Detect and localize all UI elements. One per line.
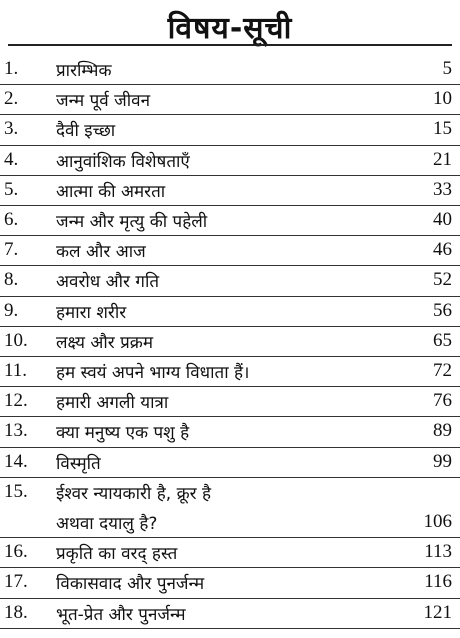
entry-number: 8. [4,269,19,291]
entry-number: 1. [4,58,19,79]
entry-page-number: 72 [433,360,452,381]
entry-number: 6. [4,209,19,230]
title-divider [8,44,452,46]
entry-page-number: 56 [433,299,452,321]
entry-page-number: 99 [433,450,452,472]
entry-title: कल और आज [56,242,146,263]
entry-title: अवरोध और गति [56,272,160,293]
entry-number: 4. [4,148,19,170]
toc-entry [0,356,460,387]
entry-title: आत्मा की अमरता [56,181,166,202]
entry-number: 16. [4,541,28,563]
entry-number: 14. [4,450,28,472]
toc-entry [0,326,460,357]
entry-page-number: 15 [433,118,452,140]
toc-entry [0,54,460,85]
entry-title: क्या मनुष्य एक पशु है [56,423,190,444]
toc-entry [0,235,460,266]
entry-page-number: 116 [424,571,452,593]
entry-title: हम स्वयं अपने भाग्य विधाता हैं। [56,363,250,383]
entry-page-number: 10 [433,88,452,110]
entry-number: 9. [4,299,19,321]
toc-entry [0,114,460,145]
entry-title: विस्मृति [56,453,101,474]
toc-entry [0,567,460,598]
entry-page-number: 21 [433,148,452,170]
entry-page-number: 76 [433,390,452,412]
entry-page-number: 40 [433,209,452,230]
page-title: विषय-सूची [167,11,293,46]
entry-title: हमारा शरीर [56,302,127,323]
entry-title: विकासवाद और पुनर्जन्म [56,574,205,595]
entry-number: 3. [4,118,19,140]
toc-entry [0,416,460,447]
entry-number: 13. [4,420,28,442]
entry-number: 15. [4,480,28,502]
toc-entry [0,205,460,236]
toc-entry [0,477,460,538]
entry-title: ईश्वर न्यायकारी है, क्रूर है [56,483,212,504]
entry-title: दैवी इच्छा [56,121,116,142]
entry-page-number: 33 [433,178,452,200]
entry-title: जन्म और मृत्यु की पहेली [56,212,208,232]
toc-entry [0,175,460,206]
entry-page-number: 5 [442,58,452,79]
entry-title: लक्ष्य और प्रक्रम [56,332,153,353]
toc-entry [0,537,460,568]
toc-entry [0,145,460,176]
entry-number: 18. [4,601,28,623]
toc-entry [0,386,460,417]
entry-page-number: 121 [423,601,452,623]
entry-title: प्रकृति का वरद् हस्त [56,544,178,565]
entry-page-number: 46 [433,239,452,261]
toc-entry [0,447,460,478]
entry-number: 2. [4,88,19,110]
entry-number: 12. [4,390,28,412]
entry-page-number: 52 [433,269,452,291]
entry-page-number: 106 [423,510,452,532]
toc-entry [0,84,460,115]
entry-number: 5. [4,178,19,200]
entry-title: आनुवांशिक विशेषताएँ [56,151,190,172]
entry-title: भूत-प्रेत और पुनर्जन्म [56,604,186,625]
entry-number: 7. [4,239,19,261]
entry-title: अथवा दयालु है? [56,513,158,534]
entry-page-number: 113 [424,541,452,563]
toc-entry [0,265,460,296]
entry-title: हमारी अगली यात्रा [56,393,169,414]
toc-entry [0,598,460,629]
entry-title: जन्म पूर्व जीवन [56,91,151,112]
entry-page-number: 65 [433,329,452,351]
entry-number: 11. [4,360,28,381]
entry-page-number: 89 [433,420,452,442]
toc-entry [0,296,460,327]
entry-number: 17. [4,571,28,593]
entry-title: प्रारम्भिक [56,61,112,81]
entry-number: 10. [4,329,28,351]
